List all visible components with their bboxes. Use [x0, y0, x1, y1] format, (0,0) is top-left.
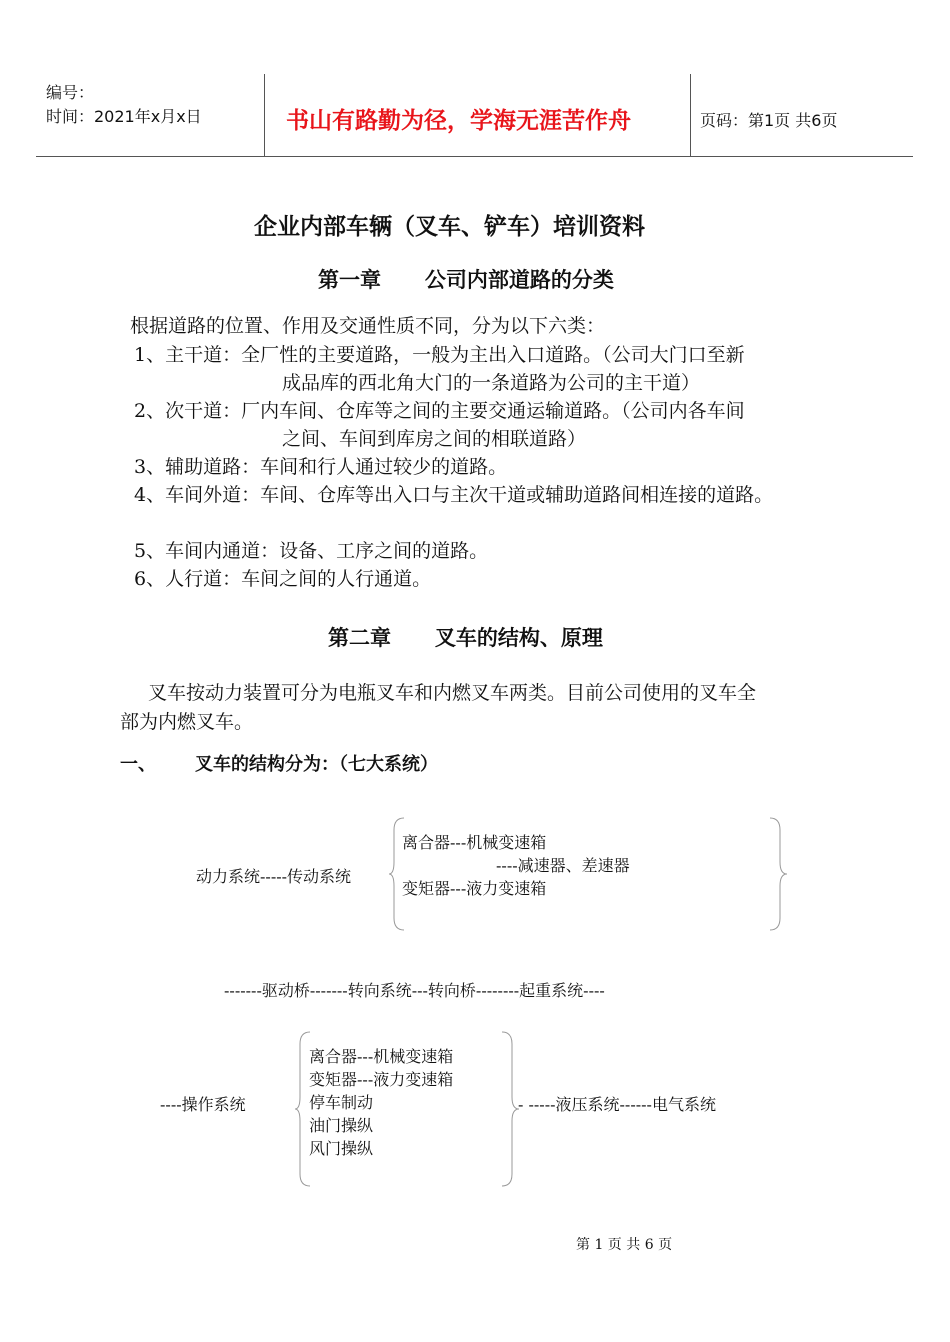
section-title: 叉车的结构分为：（七大系统）: [195, 754, 438, 775]
brace-line: 风门操纵: [309, 1139, 374, 1158]
list-item: 2、次干道：厂内车间、仓库等之间的主要交通运输道路。（公司内各车间: [134, 400, 745, 422]
operation-system-label: ----操作系统: [160, 1095, 246, 1114]
chapter-2-paragraph-cont: 部为内燃叉车。: [120, 711, 254, 733]
brace-line: 离合器---机械变速箱: [402, 833, 547, 852]
brace-line: 停车制动: [309, 1093, 374, 1112]
header-table: [36, 74, 913, 157]
list-item: 4、车间外道：车间、仓库等出入口与主次干道或辅助道路间相连接的道路。: [134, 484, 774, 506]
header-divider: [264, 74, 265, 156]
chapter-1-intro: 根据道路的位置、作用及交通性质不同，分为以下六类：: [130, 315, 606, 337]
list-item: 1、主干道：全厂性的主要道路，一般为主出入口道路。（公司大门口至新: [134, 344, 745, 366]
motto: 书山有路勤为径，学海无涯苦作舟: [286, 108, 631, 134]
list-item-cont: 成品库的西北角大门的一条道路为公司的主干道）: [282, 372, 701, 394]
header-divider: [690, 74, 691, 156]
brace-line: 离合器---机械变速箱: [309, 1047, 454, 1066]
chapter-1-heading: 第一章 公司内部道路的分类: [318, 268, 614, 292]
list-item: 3、辅助道路：车间和行人通过较少的道路。: [134, 456, 508, 478]
system-chain: -------驱动桥-------转向系统---转向桥--------起重系统----: [224, 981, 605, 1000]
section-number: 一、: [120, 754, 156, 775]
document-title: 企业内部车辆（叉车、铲车）培训资料: [254, 214, 645, 240]
serial-label: 编号：: [46, 83, 95, 102]
chapter-2-paragraph: 叉车按动力装置可分为电瓶叉车和内燃叉车两类。目前公司使用的叉车全: [148, 682, 757, 704]
chapter-2-heading: 第二章 叉车的结构、原理: [328, 626, 603, 650]
brace-line: ----减速器、差速器: [496, 856, 630, 875]
time-label: 时间：2021年x月x日: [46, 107, 202, 126]
power-transmission-label: 动力系统-----传动系统: [196, 867, 352, 886]
list-item: 5、车间内通道：设备、工序之间的道路。: [134, 540, 489, 562]
list-item-cont: 之间、车间到库房之间的相联道路）: [282, 428, 587, 450]
list-item: 6、人行道：车间之间的人行通道。: [134, 568, 432, 590]
brace-line: 变矩器---液力变速箱: [309, 1070, 454, 1089]
brace-line: 油门操纵: [309, 1116, 374, 1135]
hydraulic-electric-label: - -----液压系统------电气系统: [518, 1095, 716, 1114]
right-brace-icon: [768, 816, 790, 932]
brace-line: 变矩器---液力变速箱: [402, 879, 547, 898]
page-footer: 第 1 页 共 6 页: [576, 1237, 673, 1253]
page-info: 页码：第1页 共6页: [700, 111, 838, 130]
